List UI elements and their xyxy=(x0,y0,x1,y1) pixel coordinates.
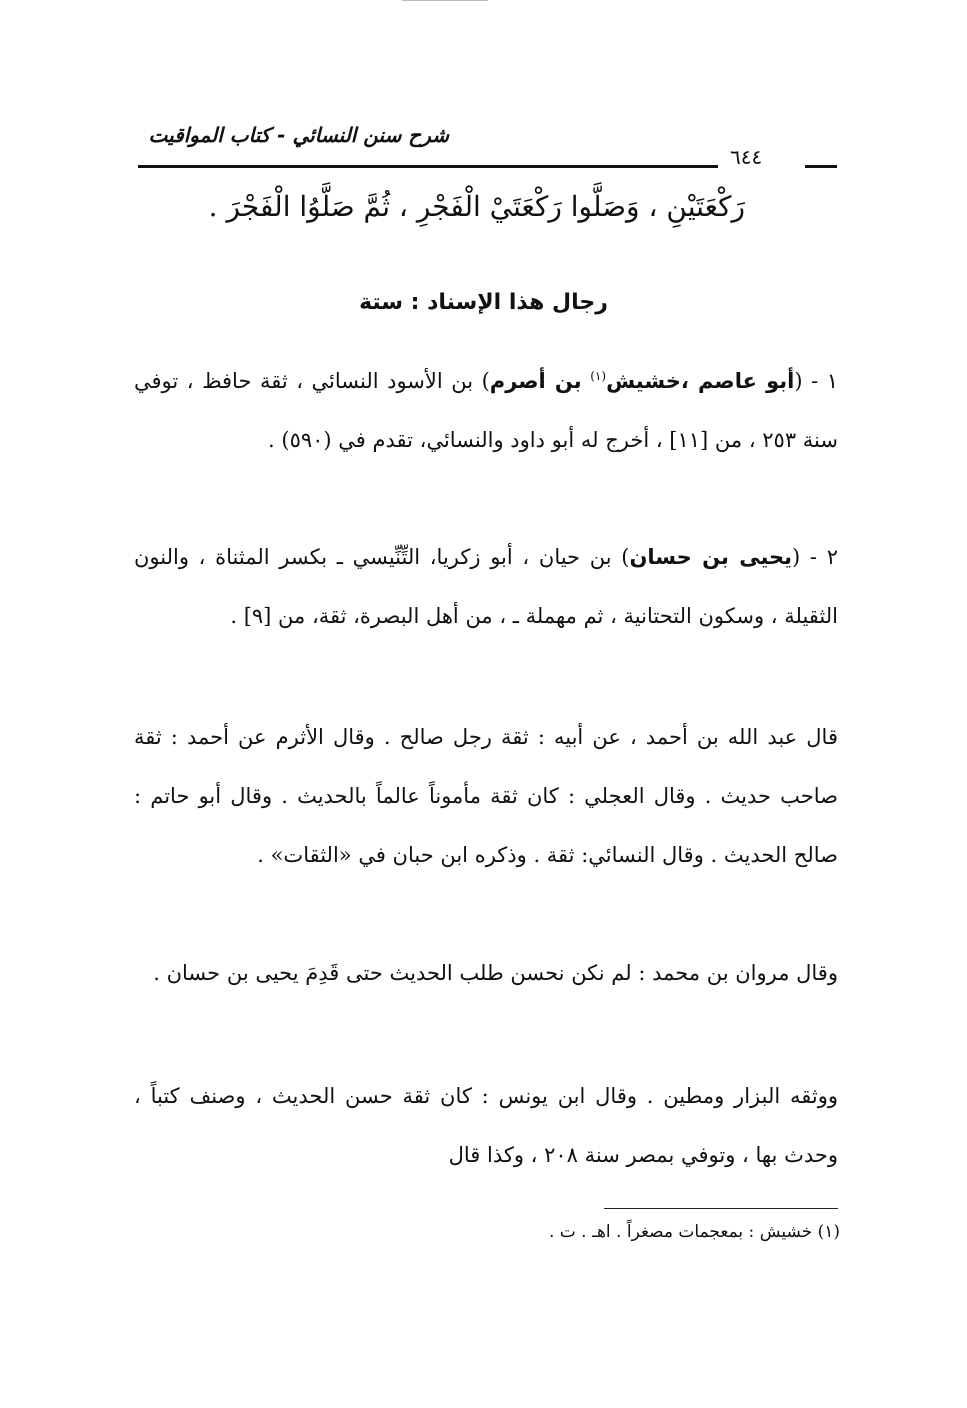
narrator-2-name: يحيى بن حسان xyxy=(629,545,793,569)
paragraph-tawthiq: ووثقه البزار ومطين . وقال ابن يونس : كان ثقة حسن الحديث ، وصنف كتباً ، وحدث بها ، وتوفي بمصر سنة ٢٠٨ ، وكذا قال xyxy=(134,1084,838,1167)
hadith-text: رَكْعَتَيْنِ ، وَصَلَّوا رَكْعَتَيْ الْفَجْرِ ، ثُمَّ صَلَّوُا الْفَجْرَ . xyxy=(208,190,745,223)
narrator-1-number: ١ - ( xyxy=(794,369,839,393)
section-title: رجال هذا الإسناد : ستة xyxy=(359,290,608,315)
narrator-2-number: ٢ - ( xyxy=(792,545,839,569)
page-top-mark xyxy=(402,0,488,1)
footnote-rule xyxy=(604,1208,838,1209)
footnote: (١) خشيش : بمعجمات مصغراً . اهـ . ت . xyxy=(548,1222,840,1242)
running-header: شرح سنن النسائي - كتاب المواقيت xyxy=(148,123,449,147)
narrator-1-details: ) بن الأسود النسائي ، ثقة حافظ ، توفي سنة ٢٥٣ ، من [١١] ، أخرج له أبو داود والنسائي، تقدم في (٥٩٠) . xyxy=(134,369,838,452)
narrator-1-name2: بن أصرم xyxy=(489,369,582,393)
footnote-ref: (١) xyxy=(590,369,607,383)
narrator-1-name: أبو عاصم ،خشيش xyxy=(606,369,795,393)
paragraph-marwan: وقال مروان بن محمد : لم نكن نحسن طلب الحديث حتى قَدِمَ يحيى بن حسان . xyxy=(153,961,838,985)
narrator-1 xyxy=(134,347,838,470)
narrator-2-details: ) بن حيان ، أبو زكريا، التِّنِّيسي ـ بكسر المثناة ، والنون الثقيلة ، وسكون التحتانية ، ثم مهملة ـ ، من أهل البصرة، ثقة، من [٩] . xyxy=(134,545,838,628)
header-rule-short xyxy=(805,165,837,168)
narrator-2 xyxy=(134,528,838,646)
page-number: ٦٤٤ xyxy=(730,145,763,169)
header-rule xyxy=(138,165,718,168)
paragraph-gradings: قال عبد الله بن أحمد ، عن أبيه : ثقة رجل صالح . وقال الأثرم عن أحمد : ثقة صاحب حديث . وقال العجلي : كان ثقة مأموناً عالماً بالحديث . وقال أبو حاتم : صالح الحديث . وقال النسائي: ثقة . وذكره ابن حبان في «الثقات» . xyxy=(134,725,838,867)
